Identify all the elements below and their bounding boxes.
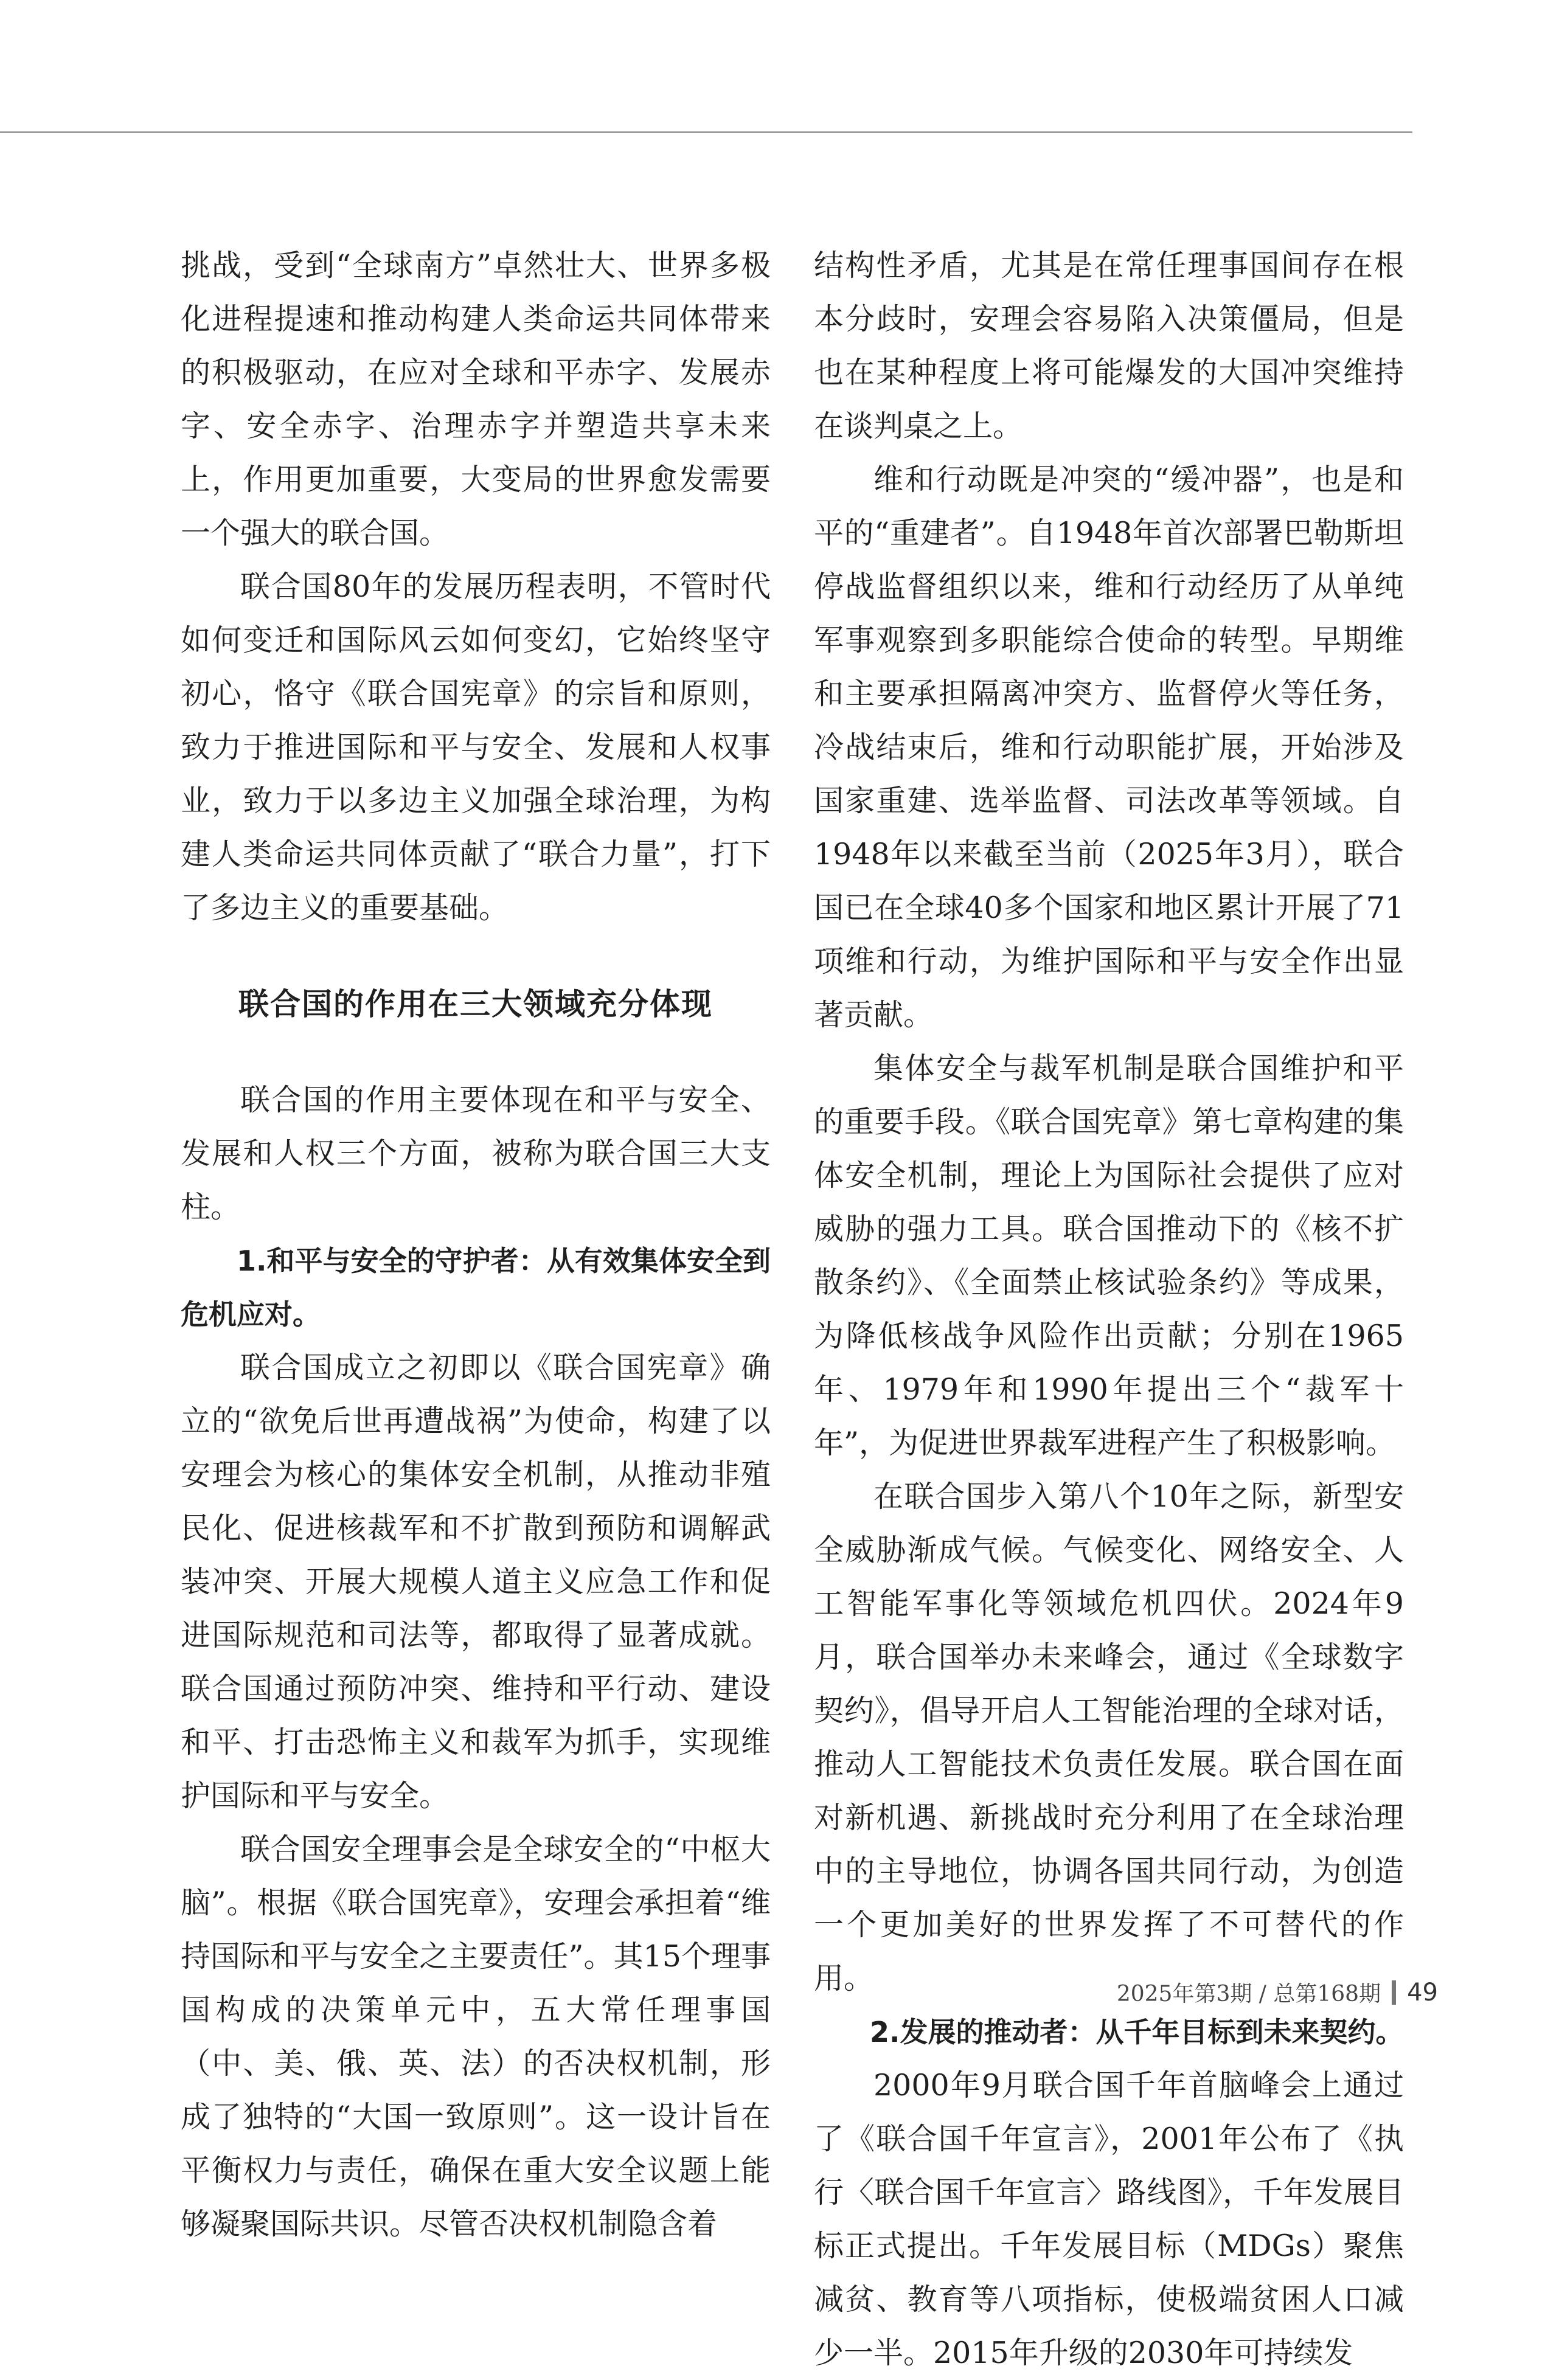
body-paragraph: 结构性矛盾，尤其是在常任理事国间存在根本分歧时，安理会容易陷入决策僵局，但是也在某种程度上将可能爆发的大国冲突维持在谈判桌之上。 <box>814 248 1404 443</box>
body-paragraph: 维和行动既是冲突的“缓冲器”，也是和平的“重建者”。自1948年首次部署巴勒斯坦停战监督组织以来，维和行动经历了从单纯军事观察到多职能综合使命的转型。早期维和主要承担隔离冲突方、监督停火等任务，冷战结束后，维和行动职能扩展，开始涉及国家重建、选举监督、司法改革等领域。自1948年以来截至当前（2025年3月），联合国已在全球40多个国家和地区累计开展了71项维和行动，为维护国际和平与安全作出显著贡献。 <box>814 462 1404 1032</box>
body-paragraph: 集体安全与裁军机制是联合国维护和平的重要手段。《联合国宪章》第七章构建的集体安全机制，理论上为国际社会提供了应对威胁的强力工具。联合国推动下的《核不扩散条约》、《全面禁止核试验条约》等成果，为降低核战争风险作出贡献；分别在1965年、1979年和1990年提出三个“裁军十年”，为促进世界裁军进程产生了积极影响。 <box>814 1051 1404 1460</box>
body-paragraph: 挑战，受到“全球南方”卓然壮大、世界多极化进程提速和推动构建人类命运共同体带来的积极驱动，在应对全球和平赤字、发展赤字、安全赤字、治理赤字并塑造共享未来上，作用更加重要，大变局的世界愈发需要一个强大的联合国。 <box>181 248 771 550</box>
subheading: 1.和平与安全的守护者：从有效集体安全到危机应对。 <box>181 1244 771 1331</box>
body-paragraph: 联合国安全理事会是全球安全的“中枢大脑”。根据《联合国宪章》，安理会承担着“维持国际和平与安全之主要责任”。其15个理事国构成的决策单元中，五大常任理事国（中、美、俄、英、法）的否决权机制，形成了独特的“大国一致原则”。这一设计旨在平衡权力与责任，确保在重大安全议题上能够凝聚国际共识。尽管否决权机制隐含着 <box>181 1832 771 2241</box>
body-paragraph: 2000年9月联合国千年首脑峰会上通过了《联合国千年宣言》，2001年公布了《执行〈联合国千年宣言〉路线图》，千年发展目标正式提出。千年发展目标（MDGs）聚焦减贫、教育等八项指标，使极端贫困人口减少一半。2015年升级的2030年可持续发 <box>814 2068 1404 2370</box>
issue-info: 2025年第3期 / 总第168期 <box>1116 1982 1381 2007</box>
body-paragraph: 联合国80年的发展历程表明，不管时代如何变迁和国际风云如何变幻，它始终坚守初心，恪守《联合国宪章》的宗旨和原则，致力于推进国际和平与安全、发展和人权事业，致力于以多边主义加强全球治理，为构建人类命运共同体贡献了“联合力量”，打下了多边主义的重要基础。 <box>181 569 771 925</box>
body-paragraph: 在联合国步入第八个10年之际，新型安全威胁渐成气候。气候变化、网络安全、人工智能军事化等领域危机四伏。2024年9月，联合国举办未来峰会，通过《全球数字契约》，倡导开启人工智能治理的全球对话，推动人工智能技术负责任发展。联合国在面对新机遇、新挑战时充分利用了在全球治理中的主导地位，协调各国共同行动，为创造一个更加美好的世界发挥了不可替代的作用。 <box>814 1479 1404 1996</box>
section-heading: 联合国的作用在三大领域充分体现 <box>238 987 713 1022</box>
page-footer <box>1117 1977 1438 2008</box>
subheading: 2.发展的推动者：从千年目标到未来契约。 <box>870 2016 1404 2049</box>
body-paragraph: 联合国的作用主要体现在和平与安全、发展和人权三个方面，被称为联合国三大支柱。 <box>181 1083 771 1224</box>
body-paragraph: 联合国成立之初即以《联合国宪章》确立的“欲免后世再遭战祸”为使命，构建了以安理会为核心的集体安全机制，从推动非殖民化、促进核裁军和不扩散到预防和调解武装冲突、开展大规模人道主义应急工作和促进国际规范和司法等，都取得了显著成就。联合国通过预防冲突、维持和平行动、建设和平、打击恐怖主义和裁军为抓手，实现维护国际和平与安全。 <box>181 1350 771 1813</box>
left-column <box>181 239 771 2251</box>
top-divider-line <box>0 131 1412 133</box>
right-column <box>814 239 1404 2380</box>
page-number: 49 <box>1407 1978 1438 2007</box>
footer-separator-bar <box>1392 1980 1396 2005</box>
